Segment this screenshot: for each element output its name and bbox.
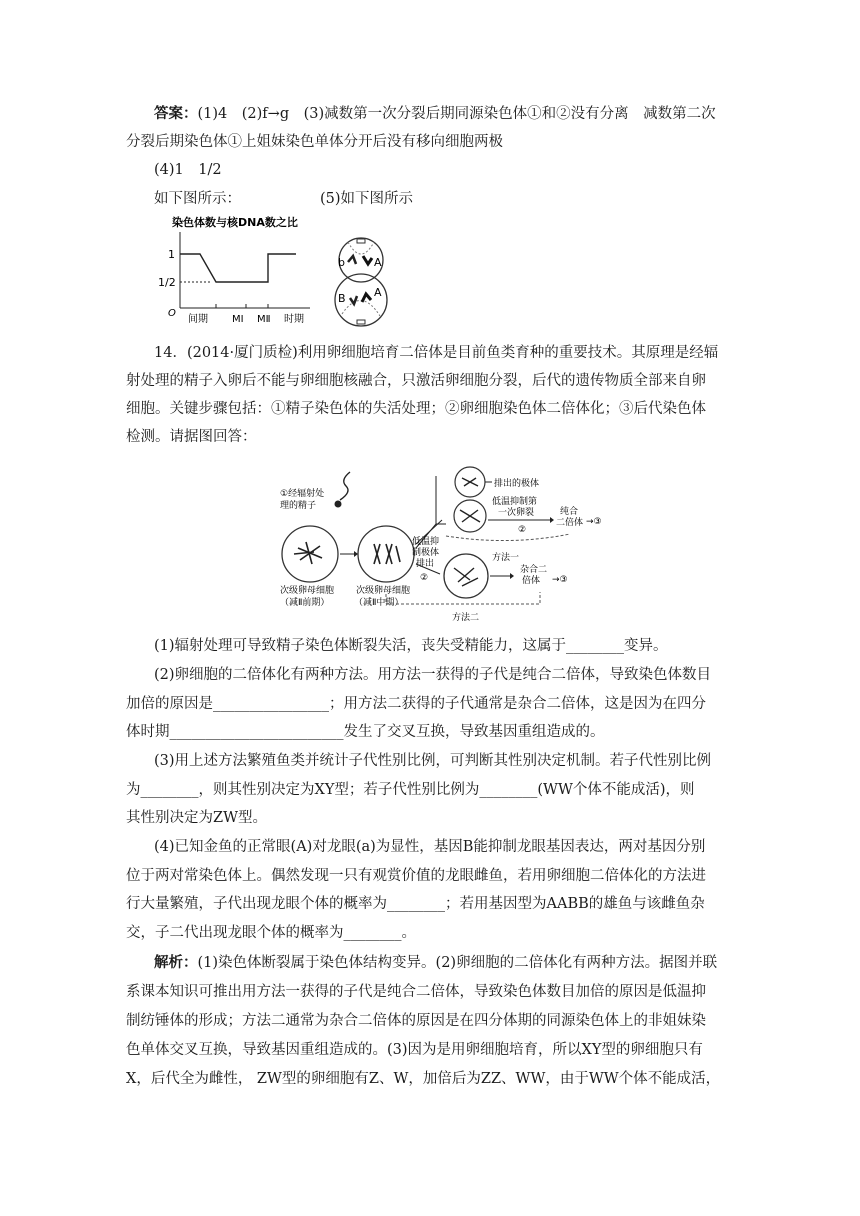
cell-1-label-2: （减Ⅱ前期） [280,598,330,608]
cell-2-label-2: （减Ⅱ中期） [354,598,404,608]
q4-line-3: 行大量繁殖，子代出现龙眼个体的概率为________；若用基因型为AABB的雄鱼与该雌鱼杂 [126,896,705,912]
chromosome-4 [362,294,371,302]
analysis-line-3: 制纺锤体的形成；方法二通常为杂合二倍体的原因是在四分体期的同源染色体上的非姐妹染 [126,1013,706,1029]
answer-line-3: (4)1 1/2 [154,162,222,178]
q14-line-2: 射处理的精子入卵后不能与卵细胞核融合，只激活卵细胞分裂，后代的遗传物质全部来自卵 [126,373,706,389]
pure-b: 二倍体 [556,518,584,528]
breeding-diagram [270,464,610,624]
gene-b: b [338,256,345,269]
ratio-line [180,254,296,282]
cell-2-label-1: 次级卵母细胞 [356,586,411,596]
hybrid-b: 倍体 [522,576,541,586]
q14-line-4: 检测。请据图回答： [126,429,257,445]
cat-m2: MⅡ [257,314,271,325]
q2-line-2: 加倍的原因是________________；用方法二获得的子代通常是杂合二倍体，这是因为在四分 [126,696,706,712]
q2-line-3: 体时期________________________发生了交叉互换，导致基因重组造成的。 [126,724,605,740]
cell-2-chromosomes [374,544,400,564]
chromosome-1 [348,256,356,264]
q3-line-2: 为________，则其性别决定为XY型；若子代性别比例为________(WW个体不能成活)，则 [126,782,695,798]
ratio-chart [160,214,320,326]
step3-a: →③ [586,517,602,527]
cell-1-label-1: 次级卵母细胞 [280,586,335,596]
chromosome-2 [363,256,372,264]
sperm-tail [340,472,350,500]
sperm-head [335,501,342,508]
method2-label: 方法二 [452,613,480,623]
cat-interphase: 间期 [188,314,208,325]
answer-line-1: 答案：(1)4 (2)f→g (3)减数第一次分裂后期同源染色体①和②没有分离 减数第二次 [154,105,716,122]
q4-line-2: 位于两对常染色体上。偶然发现一只有观赏价值的龙眼雌鱼，若用卵细胞二倍体化的方法进 [126,868,706,884]
cell-1-chromosomes [294,542,322,564]
analysis-line-1: 解析：(1)染色体断裂属于染色体结构变异。(2)卵细胞的二倍体化有两种方法。据图并联 [154,954,718,971]
gene-a-top: A [374,256,382,269]
q4-line-4: 交，子二代出现龙眼个体的概率为________。 [126,925,416,941]
analysis-line-4: 色单体交叉互换，导致基因重组造成的。(3)因为是用卵细胞培育，所以XY型的卵细胞只有 [126,1042,703,1058]
low-temp-1-b: 一次卵裂 [498,508,535,518]
x-label: 时期 [284,314,304,325]
step2-b: ② [420,573,429,583]
fig5-caption: (5)如下图所示 [320,191,414,207]
gene-b-upper: B [338,292,346,305]
tick-1: 1 [168,248,175,261]
q1-line: (1)辐射处理可导致精子染色体断裂失活，丧失受精能力，这属于________变异。 [154,638,668,654]
centriole-bottom [357,320,365,324]
pure-a: 纯合 [560,507,579,517]
q14-line-1: 14．(2014·厦门质检)利用卵细胞培育二倍体是目前鱼类育种的重要技术。其原理是经辐 [154,345,719,361]
analysis-label: 解析： [154,954,198,971]
cell-division-figure [326,236,402,328]
fig4-caption: 如下图所示： [154,191,241,207]
q4-line-1: (4)已知金鱼的正常眼(A)对龙眼(a)为显性，基因B能抑制龙眼基因表达，两对基因分别 [154,839,706,855]
q3-line-3: 其性别决定为ZW型。 [126,810,267,826]
step3-b: →③ [552,575,568,585]
polar-body-label: 排出的极体 [494,479,540,489]
analysis-line-2: 系课本知识可推出用方法一获得的子代是纯合二倍体，导致染色体数目加倍的原因是低温抑 [126,984,706,1000]
answer-line-2: 分裂后期染色体①上姐妹染色单体分开后没有移向细胞两极 [126,134,503,150]
hybrid-a: 杂合二 [520,565,548,575]
spindle-upper [348,242,374,254]
low-temp-2-c: 排出 [416,559,435,569]
method1-label: 方法一 [492,553,520,563]
answer-label: 答案： [154,105,198,122]
method2-cell [444,554,488,598]
cat-m1: MⅠ [232,314,244,325]
sperm-label-2: 理的精子 [280,501,317,511]
low-temp-2-a: 低温抑 [412,537,440,547]
tick-half: 1/2 [158,276,176,289]
spindle-lower [342,300,380,316]
method1-dash [446,534,570,541]
q3-line-1: (3)用上述方法繁殖鱼类并统计子代性别比例，可判断其性别决定机制。若子代性别比例 [154,753,712,769]
gene-a-bottom: A [374,286,382,299]
chart-title: 染色体数与核DNA数之比 [172,216,298,229]
q2-line-1: (2)卵细胞的二倍体化有两种方法。用方法一获得的子代是纯合二倍体，导致染色体数目 [154,667,712,683]
centriole-top [357,239,365,243]
sperm-label-1: ①经辐射处 [280,489,325,499]
low-temp-2-b: 制极体 [412,548,440,558]
analysis-line-5: X，后代全为雌性， ZW型的卵细胞有Z、W，加倍后为ZZ、WW，由于WW个体不能成活， [126,1071,721,1087]
chromosome-3 [350,296,357,304]
cell-2 [358,526,414,582]
low-temp-1-a: 低温抑制第 [492,497,538,507]
q14-line-3: 细胞。关键步骤包括：①精子染色体的失活处理；②卵细胞染色体二倍体化；③后代染色体 [126,401,706,417]
step2-a: ② [518,525,527,535]
origin: O [168,308,176,319]
